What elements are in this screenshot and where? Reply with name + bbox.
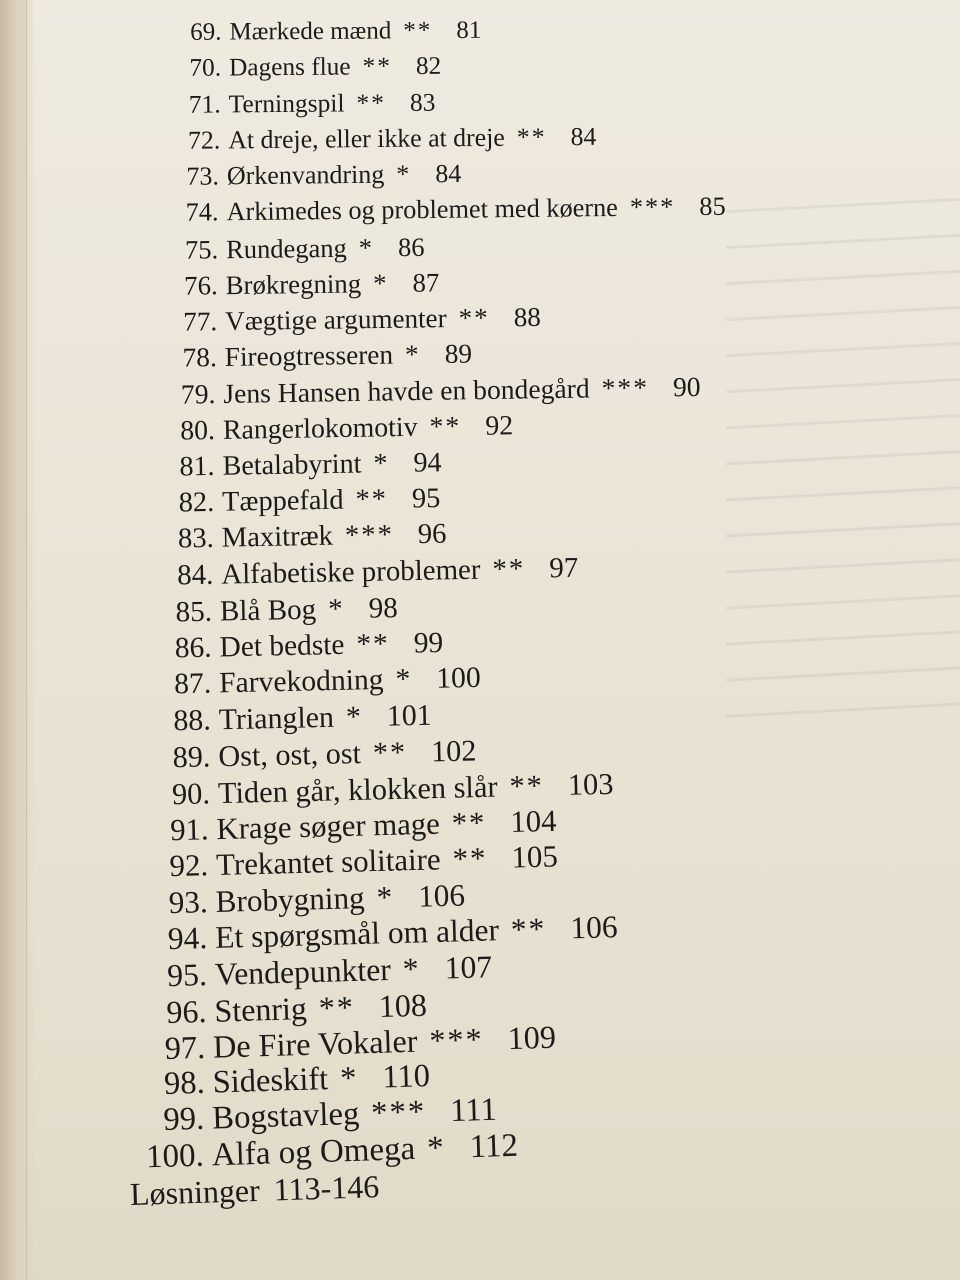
entry-title: Bogstavleg xyxy=(211,1096,360,1137)
toc-entry xyxy=(158,194,726,227)
toc-entry xyxy=(146,554,578,591)
entry-page-number: 111 xyxy=(449,1092,498,1130)
entry-page-number: 104 xyxy=(510,803,558,839)
difficulty-stars: ** xyxy=(372,735,408,771)
entry-page-number: 99 xyxy=(413,626,444,660)
solutions-entry xyxy=(129,1170,379,1210)
difficulty-stars: *** xyxy=(601,372,650,404)
entry-title: Maxitræk xyxy=(221,520,333,554)
toc-entry xyxy=(137,838,559,884)
entry-number: 80. xyxy=(180,414,216,447)
toc-entry xyxy=(153,338,472,373)
entry-page-number: 95 xyxy=(411,482,441,515)
entry-title: Blå Bog xyxy=(220,593,317,628)
entry-number: 88. xyxy=(172,703,212,738)
entry-title: Rangerlokomotiv xyxy=(222,411,418,446)
entry-number: 79. xyxy=(181,378,216,410)
entry-title: Jens Hansen havde en bondegård xyxy=(223,372,591,410)
entry-page-number: 112 xyxy=(469,1127,519,1165)
difficulty-stars: *** xyxy=(429,1020,485,1059)
difficulty-stars: ** xyxy=(491,553,526,586)
entry-title: Alfa og Omega xyxy=(211,1130,416,1173)
entry-number: 94. xyxy=(167,920,208,957)
entry-number: 91. xyxy=(170,812,210,847)
entry-number: 86. xyxy=(174,631,213,665)
entry-page-number: 84 xyxy=(569,121,596,152)
difficulty-stars: ** xyxy=(451,805,488,841)
entry-page-number: 97 xyxy=(548,552,579,585)
entry-page-number: 85 xyxy=(699,192,726,222)
solutions-label: Løsninger xyxy=(129,1171,261,1212)
entry-page-number: 96 xyxy=(417,518,447,551)
difficulty-stars: ** xyxy=(452,840,489,876)
entry-title: Farvekodning xyxy=(218,663,384,700)
difficulty-stars: ** xyxy=(356,87,386,118)
entry-page-number: 84 xyxy=(435,159,462,189)
entry-page-number: 94 xyxy=(413,447,442,479)
entry-title: Mærkede mænd xyxy=(229,16,392,46)
difficulty-stars: ** xyxy=(362,51,392,81)
toc-entry xyxy=(144,626,444,665)
entry-page-number: 103 xyxy=(567,766,614,802)
toc-entry xyxy=(152,373,701,409)
entry-number: 95. xyxy=(166,956,208,993)
entry-page-number: 87 xyxy=(412,267,440,298)
difficulty-stars: ** xyxy=(508,768,544,803)
entry-number: 73. xyxy=(186,161,220,191)
difficulty-stars: * xyxy=(426,1129,447,1167)
toc-entry xyxy=(163,51,442,82)
entry-page-number: 108 xyxy=(377,986,427,1024)
entry-title: Trekantet solitaire xyxy=(215,841,442,882)
entry-page-number: 106 xyxy=(417,877,466,914)
entry-page-number: 100 xyxy=(436,661,482,695)
entry-page-number: 89 xyxy=(444,338,472,370)
entry-page-number: 102 xyxy=(430,733,477,769)
entry-title: Rundegang xyxy=(225,232,347,264)
entry-number: 98. xyxy=(163,1064,206,1103)
entry-page-number: 88 xyxy=(513,301,541,333)
entry-title: Ørkenvandring xyxy=(227,159,385,191)
entry-number: 83. xyxy=(177,523,214,555)
toc-entry xyxy=(164,17,481,44)
entry-title: Ost, ost, ost xyxy=(217,736,362,774)
entry-title: De Fire Vokaler xyxy=(213,1022,419,1065)
toc-entry xyxy=(142,698,432,738)
entry-number: 76. xyxy=(183,270,218,301)
toc-entry xyxy=(147,518,447,555)
entry-page-number: 107 xyxy=(443,948,493,986)
entry-title: Stenrig xyxy=(213,989,308,1029)
toc-entry xyxy=(157,231,425,265)
entry-title: Et spørgsmål om alder xyxy=(214,912,500,956)
toc-entry xyxy=(133,948,493,993)
entry-number: 97. xyxy=(164,1028,207,1066)
entry-page-number: 110 xyxy=(382,1058,431,1096)
entry-title: Vægtige argumenter xyxy=(224,303,447,337)
toc-entry xyxy=(145,591,399,628)
entry-number: 72. xyxy=(187,125,220,155)
toc-entry xyxy=(159,161,462,190)
entry-number: 99. xyxy=(163,1101,205,1139)
entry-title: Det bedste xyxy=(219,628,345,664)
entry-page-number: 90 xyxy=(673,371,702,403)
toc-entry xyxy=(160,121,596,155)
entry-number: 71. xyxy=(188,89,221,119)
solutions-page-range: 113-146 xyxy=(273,1168,380,1208)
difficulty-stars: * xyxy=(373,447,390,480)
entry-number: 85. xyxy=(175,595,213,628)
difficulty-stars: * xyxy=(376,879,395,915)
entry-number: 82. xyxy=(178,486,215,519)
entry-title: Arkimedes og problemet med køerne xyxy=(226,193,619,227)
entry-number: 74. xyxy=(185,197,219,228)
entry-page-number: 109 xyxy=(507,1018,557,1056)
toc-entry xyxy=(140,733,477,775)
entry-title: Fireogtresseren xyxy=(224,339,393,373)
entry-number: 78. xyxy=(181,342,217,373)
entry-number: 84. xyxy=(176,559,214,592)
entry-title: Sideskift xyxy=(212,1061,330,1101)
entry-number: 100. xyxy=(145,1137,205,1175)
entry-number: 93. xyxy=(168,884,209,921)
entry-page-number: 98 xyxy=(368,591,399,625)
difficulty-stars: * xyxy=(372,267,389,299)
entry-number: 92. xyxy=(169,847,209,884)
difficulty-stars: * xyxy=(358,232,375,263)
entry-title: Tæppefald xyxy=(221,484,344,518)
difficulty-stars: *** xyxy=(370,1094,427,1132)
entry-title: Krage søger mage xyxy=(216,806,441,846)
entry-title: Terningspil xyxy=(228,88,345,119)
entry-title: Betalabyrint xyxy=(222,448,362,482)
difficulty-stars: *** xyxy=(629,192,676,223)
toc-entry xyxy=(162,87,436,119)
difficulty-stars: ** xyxy=(355,483,389,516)
entry-page-number: 92 xyxy=(485,409,514,442)
entry-page-number: 83 xyxy=(409,87,436,117)
toc-entry xyxy=(151,409,514,447)
entry-title: Alfabetiske problemer xyxy=(220,554,481,591)
toc-entry xyxy=(136,877,466,921)
difficulty-stars: ** xyxy=(317,988,355,1026)
toc-entry xyxy=(132,988,427,1028)
entry-page-number: 86 xyxy=(397,231,425,262)
entry-title: Vendepunkter xyxy=(214,951,392,992)
difficulty-stars: * xyxy=(404,339,421,370)
toc-entry xyxy=(155,301,541,337)
difficulty-stars: * xyxy=(339,1060,360,1097)
entry-page-number: 81 xyxy=(456,16,482,44)
entry-title: Brøkregning xyxy=(225,268,362,300)
entry-number: 77. xyxy=(182,306,218,337)
entry-number: 87. xyxy=(173,667,212,701)
entry-number: 89. xyxy=(172,739,211,775)
entry-title: Trianglen xyxy=(218,700,335,737)
entry-number: 69. xyxy=(190,18,222,46)
difficulty-stars: ** xyxy=(458,302,490,334)
entry-title: Tiden går, klokken slår xyxy=(217,769,498,810)
difficulty-stars: ** xyxy=(429,410,462,443)
entry-page-number: 82 xyxy=(415,51,442,80)
toc-entry xyxy=(138,803,558,847)
entry-page-number: 106 xyxy=(569,909,619,946)
difficulty-stars: *** xyxy=(344,519,394,552)
entry-number: 96. xyxy=(165,992,207,1030)
difficulty-stars: * xyxy=(395,663,413,696)
toc-entry xyxy=(143,661,482,701)
toc-entry xyxy=(150,449,442,482)
entry-number: 90. xyxy=(171,775,210,811)
entry-title: Dagens flue xyxy=(228,52,351,82)
entry-number: 75. xyxy=(184,233,219,265)
difficulty-stars: * xyxy=(328,592,346,626)
toc-entry xyxy=(156,269,440,299)
difficulty-stars: ** xyxy=(516,122,547,152)
difficulty-stars: * xyxy=(345,700,364,734)
difficulty-stars: ** xyxy=(403,16,433,44)
entry-title: At dreje, eller ikke at dreje xyxy=(227,122,505,155)
entry-number: 70. xyxy=(189,53,222,82)
entry-number: 81. xyxy=(179,450,215,483)
entry-title: Brobygning xyxy=(215,880,366,920)
entry-page-number: 101 xyxy=(386,698,432,733)
entry-page-number: 105 xyxy=(511,838,559,875)
difficulty-stars: * xyxy=(396,159,412,189)
difficulty-stars: * xyxy=(402,950,421,987)
difficulty-stars: ** xyxy=(356,627,391,661)
difficulty-stars: ** xyxy=(510,911,547,948)
toc-entry xyxy=(149,482,441,519)
